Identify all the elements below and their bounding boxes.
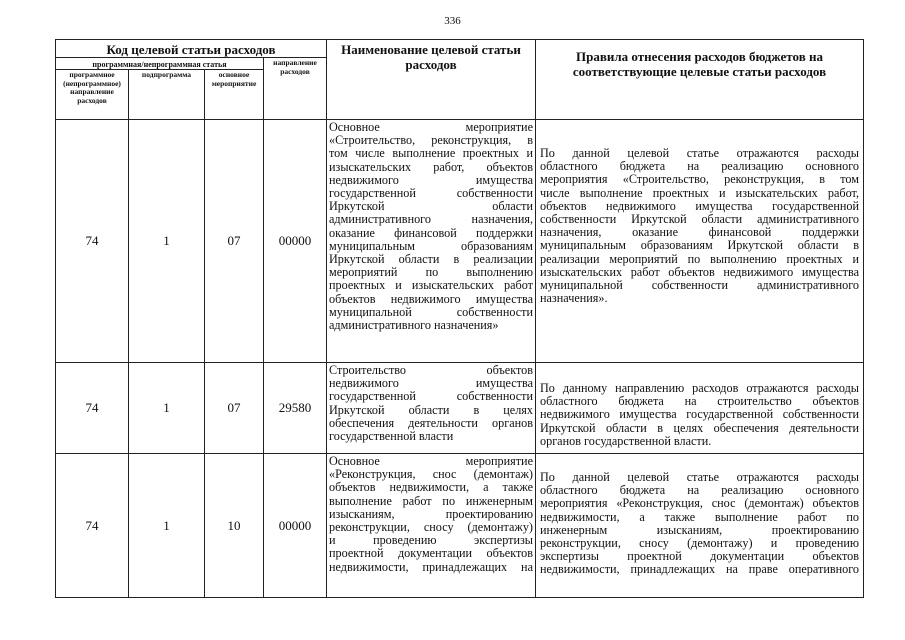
table-row (56, 120, 864, 363)
direction-code: 00000 (264, 454, 327, 598)
rules-title: Правила отнесения расходов бюджетов на соответствующие целевые статьи расходов (536, 40, 864, 120)
row-name: Основное мероприятие «Реконструкция, снос (демонтаж) объектов недвижимости, а также выполнение работ по инженерным изысканиям, проектированию реконструкции, сносу (демонтажу) и проведению экспертизы проектной документации объектов недвижимости, принадлежащих на (327, 454, 536, 598)
direction-code: 00000 (264, 120, 327, 363)
program-code: 74 (56, 120, 129, 363)
subprogram-code: 1 (129, 363, 205, 454)
program-code: 74 (56, 363, 129, 454)
event-code: 10 (205, 454, 264, 598)
main-event-header: основное мероприятие (205, 70, 264, 120)
program-header: программное (непрограммное) направление расходов (56, 70, 129, 120)
code-title: Код целевой статьи расходов (56, 40, 327, 58)
direction-code: 29580 (264, 363, 327, 454)
page-number: 336 (444, 15, 461, 27)
program-group-header: программная/непрограммная статья (56, 58, 264, 70)
row-rule: По данной целевой статье отражаются расходы областного бюджета на реализацию основного мероприятия «Реконструкция, снос (демонтаж) объектов недвижимости, а также выполнение работ по инженерным изысканиям, проектированию реконструкции, сносу (демонтажу) и проведению экспертизы проектной документации объектов недвижимости, принадлежащих на праве оперативного (536, 454, 864, 598)
row-name: Основное мероприятие «Строительство, реконструкция, в том числе выполнение проектных и изыскательских работ, объектов недвижимого имущества государственной собственности Иркутской области административного назначения, оказание финансовой поддержки муниципальным образованиям Иркутской области в реализации мероприятий по выполнению проектных и изыскательских работ объектов недвижимого имущества муниципальной собственности административного назначения» (327, 120, 536, 363)
table-row (56, 454, 864, 598)
row-rule: По данному направлению расходов отражаются расходы областного бюджета на строительство объектов недвижимого имущества государственной собственности Иркутской области в целях обеспечения деятельности органов государственной власти. (536, 363, 864, 454)
event-code: 07 (205, 363, 264, 454)
budget-table (55, 39, 864, 598)
subprogram-header: подпрограмма (129, 70, 205, 120)
table-row (56, 363, 864, 454)
subprogram-code: 1 (129, 120, 205, 363)
program-code: 74 (56, 454, 129, 598)
row-rule: По данной целевой статье отражаются расходы областного бюджета на реализацию основного мероприятия «Строительство, реконструкция, в том числе выполнение проектных и изыскательских работ, объектов недвижимого имущества государственной собственности Иркутской области административного назначения, оказание финансовой поддержки муниципальным образованиям Иркутской области в реализации мероприятий по выполнению проектных и изыскательских работ объектов недвижимого имущества муниципальной собственности административного назначения». (536, 120, 864, 363)
row-name: Строительство объектов недвижимого имущества государственной собственности Иркутской области в целях обеспечения деятельности органов государственной власти (327, 363, 536, 454)
name-title: Наименование целевой статьи расходов (327, 40, 536, 120)
direction-header: направление расходов (264, 58, 327, 120)
subprogram-code: 1 (129, 454, 205, 598)
event-code: 07 (205, 120, 264, 363)
